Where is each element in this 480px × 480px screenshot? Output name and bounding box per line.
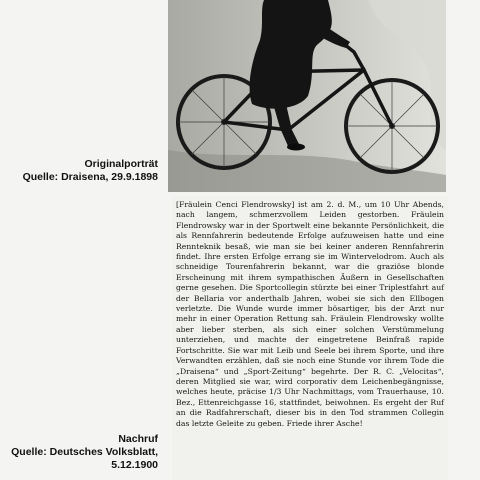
obituary-caption-title: Nachruf — [118, 433, 158, 445]
obituary-text: [Fräulein Cenci Flendrowsky] ist am 2. d. M., um 10 Uhr Abends, nach langem, schmerzvollem Leiden gestorben. Fräulein Flendrowsky war in der Sportwelt eine bekannte Persönlichkeit, die als Rennfahrerin bedeutende Erfolge aufzuweisen hatte und eine Rennteknik besaß, wie man sie bei keiner anderen Rennfahrerin findet. Ihre ersten Erfolge errang sie im Wintervelodrom. Auch als schneidige Tourenfahrerin bekannt, war die graziöse blonde Erscheinung mit ihrem sympathischen Äußern in Gesellschaften gerne gesehen. Die Sportcollegin stürzte bei einer Triplestfahrt auf der Bellaria vor anderthalb Jahren, wobei sie sich den Ellbogen verletzte. Die Wunde wurde immer bösartiger, bis der Arzt nur mehr in einer Operation Rettung sah. Fräulein Flendrowsky wollte aber lieber sterben, als sich einer solchen Verstümmelung unterziehen, und machte der eingetretene Beinfraß rapide Fortschritte. Sie war mit Leib und Seele bei ihrem Sporte, und ihre Verwandten erzählen, daß sie noch eine Stunde vor ihrem Tode die „Draisena“ und „Sport-Zeitung“ begehrte. Der R. C. „Velocitas“, deren Mitglied sie war, wird corporativ dem Leichenbegängnisse, welches heute, präcise 1/3 Uhr Nachmittags, vom Trauerhause, 10. Bez., Ettenreichgasse 16, stattfindet, beiwohnen. Es ergeht der Ruf an die Radfahrerschaft, dieser bis in den Tod strammen Collegin das letzte Geleite zu geben. Friede ihrer Asche! — [176, 200, 444, 428]
obituary-caption-source-line1: Quelle: Deutsches Volksblatt, — [11, 446, 158, 458]
portrait-caption-source: Quelle: Draisena, 29.9.1898 — [22, 171, 158, 183]
portrait-caption — [23, 158, 158, 184]
portrait-caption-title: Originalporträt — [84, 158, 158, 170]
portrait-photo — [168, 0, 446, 192]
obituary-caption-source-line2: 5.12.1900 — [111, 459, 158, 471]
cyclist-illustration — [168, 0, 446, 192]
obituary-clipping — [172, 196, 448, 480]
obituary-caption — [11, 433, 158, 472]
